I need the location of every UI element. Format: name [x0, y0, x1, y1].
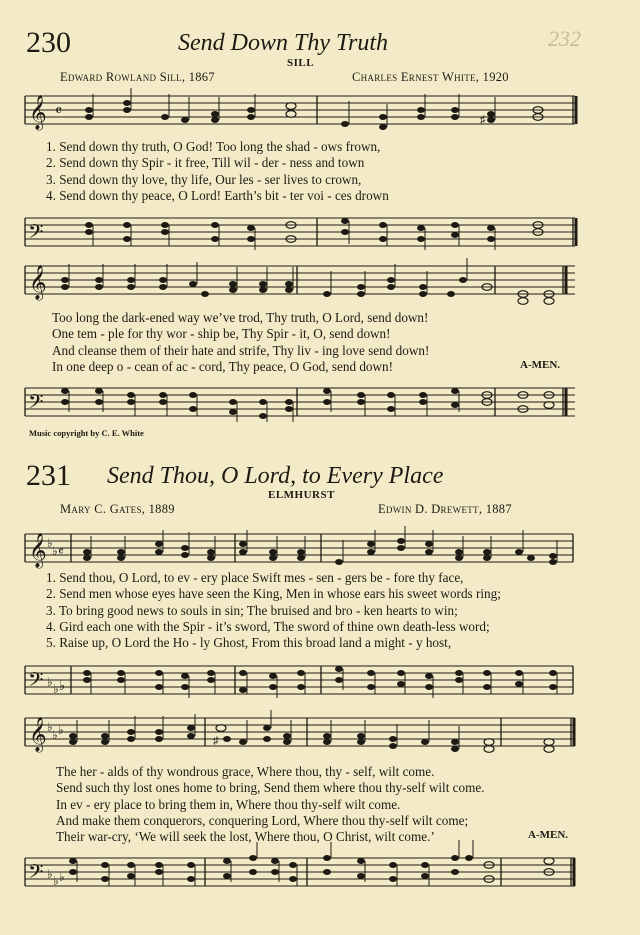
- hymn-231-system-1-bass-staff: [25, 660, 580, 704]
- hymn-230-stanzas-b: [52, 310, 429, 375]
- hymn-230-title: Send Down Thy Truth: [178, 30, 389, 56]
- stanza-line: The her - alds of thy wondrous grace, Where thou, thy - self, wilt come.: [56, 764, 435, 779]
- stanza-line: Too long the dark-ened way we’ve trod, Thy truth, O Lord, send down!: [52, 310, 429, 325]
- svg-text:𝄞: 𝄞: [29, 266, 47, 299]
- svg-text:♭: ♭: [58, 723, 64, 737]
- stanza-line: And make them conquerors, conquering Lord, Where thou thy-self wilt come;: [56, 812, 469, 828]
- svg-text:♭: ♭: [52, 728, 58, 742]
- hymn-231-amen: A-MEN.: [528, 829, 569, 841]
- svg-text:♯: ♯: [480, 114, 486, 126]
- svg-text:♭: ♭: [53, 874, 59, 888]
- svg-text:♭: ♭: [52, 544, 58, 558]
- hymn-231-stanzas-b: [56, 764, 485, 845]
- stanza-line: 1. Send thou, O Lord, to ev - ery place Swift mes - sen - gers be - fore thy face,: [46, 570, 464, 585]
- stanza-line: Send such thy lost ones home to bring, Send them where thou thy-self wilt come.: [56, 780, 485, 796]
- stanza-line: 2. Send men whose eyes have seen the King, Men in whose ears his sweet words ring;: [46, 586, 501, 602]
- hymn-230-system-2-bass-staff: [25, 380, 580, 424]
- svg-text:♯: ♯: [213, 735, 219, 747]
- hymn-230-composer: Charles Ernest White, 1920: [352, 70, 509, 84]
- stanza-line: Their war-cry, ‘We will seek the lost, Where thou, O Christ, wilt come.’: [56, 829, 435, 845]
- svg-text:𝄞: 𝄞: [29, 718, 47, 751]
- stanza-line: One tem - ple for thy wor - ship be, Thy Spir - it, O, send down!: [52, 326, 391, 342]
- hymn-231-composer: Edwin D. Drewett, 1887: [378, 502, 512, 516]
- hymn-230-copyright: Music copyright by C. E. White: [29, 428, 144, 438]
- svg-text:𝄴: 𝄴: [55, 101, 63, 120]
- svg-text:𝄞: 𝄞: [29, 96, 47, 129]
- hymn-231-tune-name: ELMHURST: [268, 489, 335, 501]
- svg-text:♭: ♭: [59, 870, 65, 884]
- stanza-line: 3. Send down thy love, thy life, Our les - ser lives to crown,: [46, 171, 362, 187]
- hymn-231-number: 231: [26, 459, 71, 492]
- hymn-230-author: Edward Rowland Sill, 1867: [60, 70, 215, 84]
- svg-text:♭: ♭: [59, 678, 66, 693]
- svg-text:♭: ♭: [47, 536, 53, 550]
- hymn-231-system-2-bass-staff: [25, 852, 580, 900]
- stanza-line: 1. Send down thy truth, O God! Too long the shad - ows frown,: [46, 139, 381, 154]
- hymn-230-stanzas-a: [46, 139, 389, 204]
- hymn-231-stanzas-a: [46, 570, 501, 651]
- stanza-line: In ev - ery place to bring them in, Where thou thy-self wilt come.: [56, 796, 401, 812]
- stanza-line: 5. Raise up, O Lord the Ho - ly Ghost, From this broad land a might - y host,: [46, 635, 452, 651]
- svg-text:𝄴: 𝄴: [58, 544, 64, 559]
- hymn-231-system-1-treble-staff: [25, 526, 580, 574]
- svg-text:♭: ♭: [47, 675, 53, 689]
- stanza-line: 3. To bring good news to souls in sin; The bruised and bro - ken hearts to win;: [46, 602, 458, 618]
- stanza-line: 2. Send down thy Spir - it free, Till wil - der - ness and town: [46, 155, 365, 171]
- svg-text:𝄞: 𝄞: [29, 534, 47, 567]
- svg-text:𝄢: 𝄢: [28, 392, 44, 418]
- svg-text:𝄢: 𝄢: [28, 222, 44, 248]
- svg-text:♭: ♭: [47, 867, 53, 881]
- hymn-231-author: Mary C. Gates, 1889: [60, 502, 175, 516]
- hymn-230-amen: A-MEN.: [520, 359, 561, 371]
- svg-text:𝄢: 𝄢: [28, 670, 44, 696]
- hymn-231-title: Send Thou, O Lord, to Every Place: [107, 463, 444, 489]
- svg-text:𝄢: 𝄢: [28, 862, 44, 888]
- hymn-230-system-2-treble-staff: [25, 262, 580, 306]
- stanza-line: In one deep o - cean of ac - cord, Thy peace, O God, send down!: [52, 358, 394, 374]
- hymn-230-tune-name: SILL: [287, 57, 315, 69]
- hymn-230-system-1-bass-staff: [25, 210, 580, 254]
- hymn-230-system-1-treble-staff: [25, 92, 580, 136]
- svg-text:♭: ♭: [53, 682, 59, 696]
- stanza-line: And cleanse them of their hate and strife, Thy liv - ing love send down!: [52, 342, 430, 358]
- stanza-line: 4. Send down thy peace, O Lord! Earth’s bit - ter voi - ces drown: [46, 187, 389, 203]
- svg-text:♭: ♭: [47, 720, 53, 734]
- bleed-through-number: 232: [548, 26, 581, 51]
- hymn-230-number: 230: [26, 26, 71, 59]
- stanza-line: 4. Gird each one with the Spir - it’s sword, The sword of thine own death-less word;: [46, 618, 490, 634]
- hymn-231-system-2-treble-staff: [25, 710, 580, 758]
